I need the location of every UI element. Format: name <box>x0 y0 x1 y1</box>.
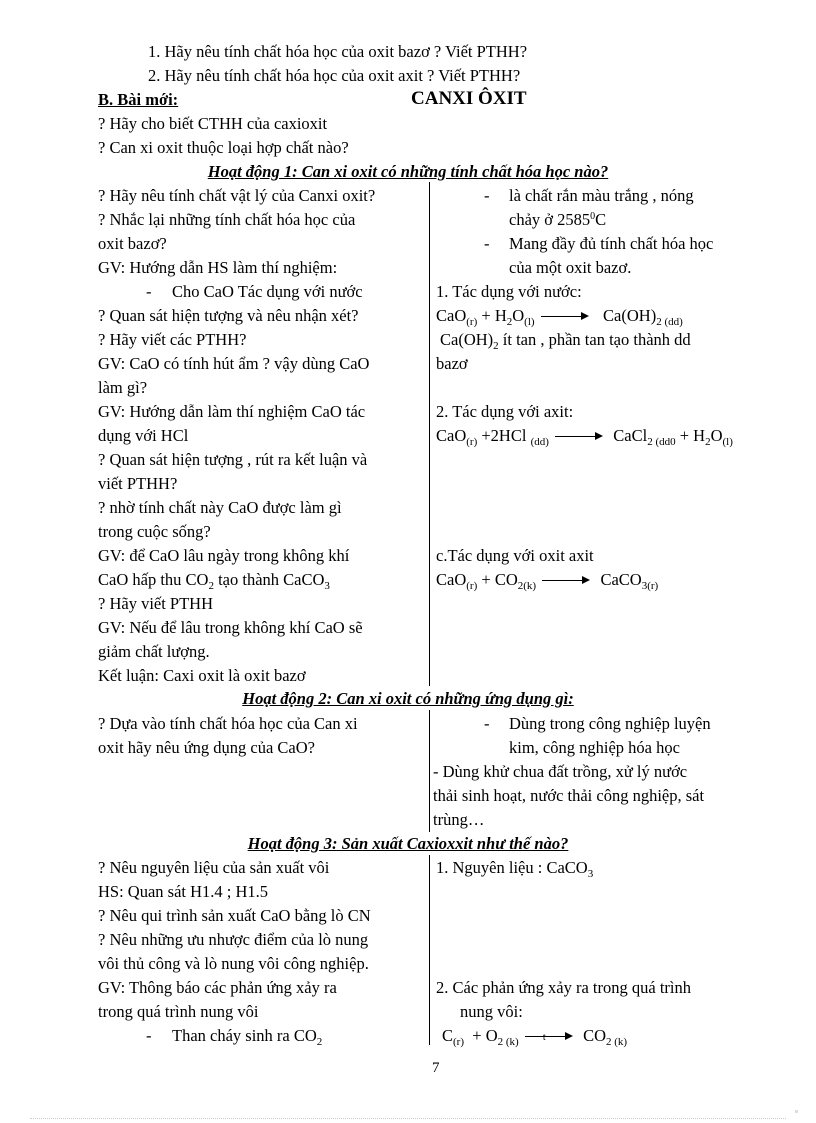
subscript: 2 (dd0 <box>647 436 676 448</box>
subscript: 3(r) <box>641 580 659 592</box>
eq-text: + O <box>472 1026 498 1045</box>
a1-left-line: làm gì? <box>98 378 148 397</box>
a3-right-line <box>436 856 593 880</box>
subscript: 3 <box>587 868 594 880</box>
a1-right-text: chảy ở 2585 <box>509 210 591 229</box>
section-label: B. Bài mới: <box>98 90 179 109</box>
a2-right-line: trùng… <box>433 810 485 829</box>
subscript: (r) <box>466 580 478 592</box>
eq-text: CO <box>583 1026 606 1045</box>
equation-cao-hcl: CaO$_{(r)}$ +2HCl $_{(dd)}$ CaCl$_{2 (dd0}$ + $H_2O_{(l)}$ <box>436 426 733 448</box>
a1-left-line: ? nhờ tính chất này CaO được làm gì <box>98 498 342 517</box>
a1-left-line: Kết luận: Caxi oxit là oxit bazơ <box>98 666 306 685</box>
bullet-dash: - <box>484 714 490 733</box>
a3-left-line <box>146 1024 322 1048</box>
a1-left-line: giảm chất lượng. <box>98 642 210 661</box>
subscript: 2 <box>506 316 513 328</box>
subscript: 2(k) <box>517 580 537 592</box>
subscript: 2 <box>705 436 711 448</box>
a1-left-line: CaO hấp thu $CO_2$ tạo thành CaCO$_3$ <box>98 570 330 592</box>
subscript: 2 <box>316 1036 323 1048</box>
page-number: 7 <box>432 1060 440 1076</box>
arrow-label: t <box>542 1032 546 1044</box>
a1-right-line <box>509 208 606 232</box>
activity-3-heading: Hoạt động 3: Sản xuất Caxioxxit như thế nào? <box>247 834 569 853</box>
a2-right-line: - Dùng khử chua đất trồng, xử lý nước <box>433 762 688 781</box>
bullet-dash: - <box>146 282 152 301</box>
column-divider <box>429 710 430 832</box>
a3-left-line: ? Nêu qui trình sản xuất CaO bằng lò CN <box>98 906 371 925</box>
a3-right-text: 1. Nguyên liệu : CaCO <box>436 858 588 877</box>
question-2: 2. Hãy nêu tính chất hóa học của oxit axit ? Viết PTHH? <box>148 66 521 85</box>
a1-right-text: ít tan , phần tan tạo thành dd <box>498 330 691 349</box>
eq-text: CO <box>494 570 518 589</box>
a1-left-line: ? Hãy nêu tính chất vật lý của Canxi oxit? <box>98 186 376 205</box>
page-title: CANXI ÔXIT <box>411 88 527 109</box>
a1-left-line: ? Hãy viết các PTHH? <box>98 330 247 349</box>
a3-left-line: ? Nêu những ưu nhược điểm của lò nung <box>98 930 369 949</box>
a3-right-line: nung vôi: <box>460 1002 523 1021</box>
a1-left-line: GV: Hướng dẫn HS làm thí nghiệm: <box>98 258 338 277</box>
a3-left-line: HS: Quan sát H1.4 ; H1.5 <box>98 882 269 901</box>
a1-left-line: ? Quan sát hiện tượng , rút ra kết luận và <box>98 450 368 469</box>
a2-left-line: oxit hãy nêu ứng dụng của CaO? <box>98 738 315 757</box>
equation-cao-water: $CaO_{(r)} + H_2O_{(l)}$ $Ca(OH)_{2 (dd)}$ <box>436 306 683 328</box>
subscript: (r) <box>453 1036 465 1048</box>
subscript: 2 (dd) <box>656 316 683 328</box>
a1-left-line <box>146 280 363 304</box>
reaction-arrow-icon <box>541 312 589 322</box>
subscript: (l) <box>722 436 733 448</box>
a1-right-line <box>440 328 691 352</box>
eq-text: CaO <box>436 426 467 445</box>
a3-left-text: Than cháy sinh ra CO <box>172 1026 317 1045</box>
a1-left-line: GV: Nếu để lâu trong không khí CaO sẽ <box>98 618 363 637</box>
a1-left-line: trong cuộc sống? <box>98 522 211 541</box>
a1-left-text: Cho CaO Tác dụng với nước <box>172 282 363 301</box>
a2-right-line: thải sinh hoạt, nước thải công nghiệp, sát <box>433 786 705 805</box>
a1-right-text: Mang đầy đủ tính chất hóa học <box>509 234 714 253</box>
eq-text: Ca(OH) <box>603 306 657 325</box>
activity-2-heading: Hoạt động 2: Can xi oxit có những ứng dụng gì: <box>242 689 574 708</box>
eq-text: O <box>710 426 723 445</box>
activity-1-heading: Hoạt động 1: Can xi oxit có những tính chất hóa học nào? <box>207 162 609 181</box>
a1-right-text: C <box>595 210 607 229</box>
decorative-dot <box>795 1110 798 1113</box>
a1-right-text: Ca(OH) <box>440 330 494 349</box>
reaction-arrow-icon <box>525 1032 573 1042</box>
eq-text: H <box>693 426 706 445</box>
reaction-arrow-icon <box>555 432 603 442</box>
a1-right-text: là chất rắn màu trắng , nóng <box>509 186 694 205</box>
bullet-dash: - <box>484 186 490 205</box>
subscript: (r) <box>466 436 478 448</box>
intro-question-2: ? Can xi oxit thuộc loại hợp chất nào? <box>98 138 349 157</box>
a1-right-heading: c.Tác dụng với oxit axit <box>436 546 594 565</box>
subscript: 2 (k) <box>606 1036 628 1048</box>
a1-left-line: viết PTHH? <box>98 474 178 493</box>
a1-left-line: ? Quan sát hiện tượng và nêu nhận xét? <box>98 306 359 325</box>
bullet-dash: - <box>146 1026 152 1045</box>
a1-left-line: GV: CaO có tính hút ẩm ? vậy dùng CaO <box>98 354 370 373</box>
eq-text: CaCl <box>613 426 648 445</box>
a2-right-line: kim, công nghiệp hóa học <box>509 738 680 757</box>
eq-text: C <box>442 1026 454 1045</box>
a1-left-line: oxit bazơ? <box>98 234 167 253</box>
a3-left-line: GV: Thông báo các phản ứng xảy ra <box>98 978 337 997</box>
a1-left-line: GV: để CaO lâu ngày trong không khí <box>98 546 350 565</box>
a3-left-line: vôi thủ công và lò nung vôi công nghiệp. <box>98 954 369 973</box>
a3-right-line: 2. Các phản ứng xảy ra trong quá trình <box>436 978 692 997</box>
a3-left-line: trong quá trình nung vôi <box>98 1002 259 1021</box>
subscript: (r) <box>466 316 478 328</box>
a1-right-line <box>484 232 713 256</box>
a1-right-line <box>484 184 694 208</box>
a1-right-heading: 1. Tác dụng với nước: <box>436 282 582 301</box>
equation-cao-co2: $CaO_{(r)} + CO_{2(k)}$ CaCO$_{3(r)}$ <box>436 570 659 592</box>
a1-left-line: dụng với HCl <box>98 426 189 445</box>
eq-text: CaO <box>436 570 467 589</box>
eq-text: CaCO <box>600 570 642 589</box>
column-divider <box>429 855 430 1045</box>
intro-question-1: ? Hãy cho biết CTHH của caxioxit <box>98 114 328 133</box>
subscript: (dd) <box>530 436 549 448</box>
a1-left-line: GV: Hướng dẫn làm thí nghiệm CaO tác <box>98 402 366 421</box>
a2-right-line <box>484 712 711 736</box>
column-divider <box>429 182 430 686</box>
a2-left-line: ? Dựa vào tính chất hóa học của Can xi <box>98 714 358 733</box>
a1-left-line: ? Hãy viết PTHH <box>98 594 214 613</box>
a1-right-line: bazơ <box>436 354 468 373</box>
subscript: 2 (k) <box>497 1036 519 1048</box>
question-1: 1. Hãy nêu tính chất hóa học của oxit bazơ ? Viết PTHH? <box>148 42 528 61</box>
a1-text: tạo thành CaCO <box>218 570 325 589</box>
a3-left-line: ? Nêu nguyên liệu của sản xuất vôi <box>98 858 330 877</box>
reaction-arrow-icon <box>542 576 590 586</box>
bullet-dash: - <box>484 234 490 253</box>
eq-text: O <box>512 306 525 325</box>
eq-text: +2HCl <box>481 426 527 445</box>
equation-carbon-burn <box>442 1024 627 1048</box>
subscript: 2 <box>208 580 214 592</box>
subscript: (l) <box>524 316 535 328</box>
subscript: 2 <box>493 340 499 352</box>
eq-text: H <box>494 306 507 325</box>
a1-text: CaO hấp thu CO <box>98 570 209 589</box>
a1-right-line: của một oxit bazơ. <box>509 258 632 277</box>
eq-text: CaO <box>436 306 467 325</box>
footer-divider <box>30 1118 786 1119</box>
a1-right-heading: 2. Tác dụng với axit: <box>436 402 574 421</box>
a1-left-line: ? Nhắc lại những tính chất hóa học của <box>98 210 356 229</box>
a2-right-text: Dùng trong công nghiệp luyện <box>509 714 711 733</box>
superscript: 0 <box>590 211 596 222</box>
